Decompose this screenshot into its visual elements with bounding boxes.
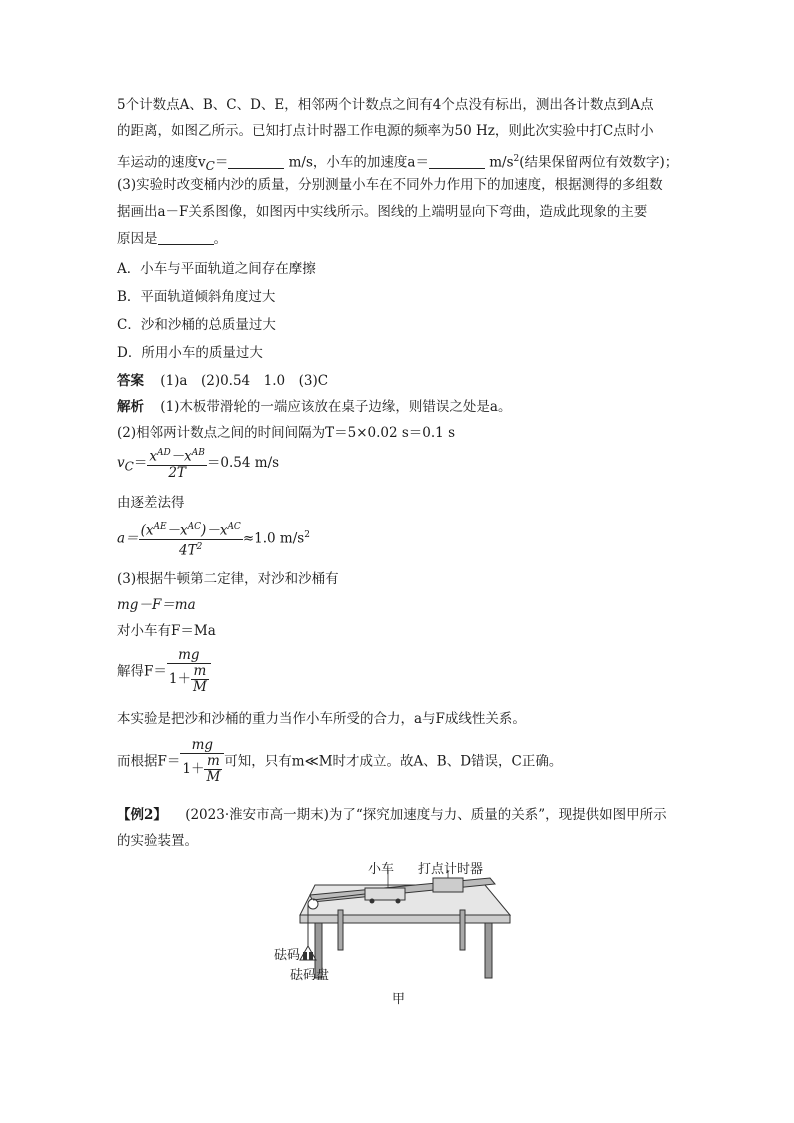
pulley (308, 899, 318, 909)
vc-rhs: ＝0.54 m/s (206, 454, 280, 471)
q6-end: 。 (213, 231, 227, 247)
q6-text: 原因是 (117, 231, 158, 247)
q3-velocity-text: 车运动的速度v (117, 154, 206, 171)
label-car: 小车 (368, 861, 395, 876)
a-den: 4T (179, 542, 197, 558)
vc-num-sup1: AD (156, 448, 171, 458)
answer-text: (1)a (2)0.54 1.0 (3)C (160, 373, 329, 389)
example-line-2: 的实验装置。 (117, 833, 198, 849)
table-edge (300, 915, 510, 923)
formula-a (117, 520, 310, 558)
answer-blank-velocity[interactable] (228, 154, 284, 169)
a-num-sup3: AC (227, 522, 241, 532)
label-timer: 打点计时器 (418, 861, 484, 876)
vc-fraction (147, 446, 207, 481)
weight-block (303, 952, 307, 960)
cart-wheel (396, 899, 401, 904)
weight-pan (300, 946, 316, 960)
a-fraction (139, 520, 243, 558)
option-d[interactable]: D．所用小车的质量过大 (117, 345, 263, 361)
analysis-line-1 (117, 394, 511, 420)
a-num-1: (x (140, 522, 154, 539)
a-num-sup2: AC (187, 522, 202, 532)
vc-num-sup2: AB (191, 448, 205, 458)
figure-caption: 甲 (392, 991, 406, 1006)
analysis-label: 解析 (117, 399, 144, 415)
f-inner-den: M (192, 679, 207, 695)
question-line-2: 的距离，如图乙所示。已知打点计时器工作电源的频率为50 Hz，则此次实验中打C点时小 (117, 123, 654, 139)
c2-fraction: mg 1＋ $\frac{m}{M}$ (180, 738, 224, 785)
example-text-1: (2023·淮安市高一期末)为了“探究加速度与力、质量的关系”，现提供如图甲所示 (185, 807, 667, 823)
option-b[interactable]: B．平面轨道倾斜角度过大 (117, 289, 276, 305)
vc-lhs: v (117, 454, 125, 471)
table-leg (460, 910, 465, 950)
a-den-sup: 2 (196, 541, 203, 552)
newton-line-2: mg－F＝ma (117, 597, 196, 613)
q3-unit-exp: 2 (513, 154, 520, 164)
q3-eq: ＝ (214, 154, 229, 171)
c2-lhs: 而根据F＝ (117, 753, 181, 770)
question-line-1: 5个计数点A、B、C、D、E，相邻两个计数点之间有4个点没有标出，测出各计数点到A点 (117, 97, 654, 113)
vc-den: 2T (168, 464, 186, 481)
option-c[interactable]: C．沙和沙桶的总质量过大 (117, 317, 276, 333)
timer (433, 878, 463, 892)
vc-sub: C (124, 459, 134, 474)
a-num-3: )－x (201, 522, 228, 539)
answer-blank-acceleration[interactable] (429, 154, 485, 169)
q3-note: (结果保留两位有效数字)； (519, 154, 679, 171)
a-lhs: a＝ (117, 530, 139, 547)
vc-num-minus: －x (170, 448, 192, 465)
example-line-1 (117, 802, 667, 828)
f-num: mg (167, 648, 211, 664)
conclusion-line-2 (117, 738, 562, 785)
c2-rhs: 可知，只有m≪M时才成立。故A、B、D错误，C正确。 (224, 753, 563, 770)
f-inner-num: m (191, 664, 209, 680)
label-weight: 砝码 (274, 947, 301, 962)
a-num-2: －x (166, 522, 188, 539)
cart-wheel (370, 899, 375, 904)
q3-accel-text: m/s，小车的加速度a＝ (288, 154, 429, 171)
newton-line-3: 对小车有F＝Ma (117, 623, 216, 639)
formula-f (117, 648, 211, 695)
question-line-6 (117, 226, 227, 252)
example-label: 【例2】 (117, 807, 167, 823)
table-leg (485, 923, 492, 978)
option-a[interactable]: A．小车与平面轨道之间存在摩擦 (117, 261, 316, 277)
answer-label: 答案 (117, 373, 144, 389)
f-den-1: 1＋ (168, 671, 191, 687)
vc-num-x: x (149, 448, 157, 465)
analysis-text-1: (1)木板带滑轮的一端应该放在桌子边缘，则错误之处是a。 (160, 399, 512, 415)
answer-line (117, 368, 328, 394)
a-num-sup1: AE (153, 522, 167, 532)
question-line-5: 据画出a－F关系图像，如图丙中实线所示。图线的上端明显向下弯曲，造成此现象的主要 (117, 204, 648, 220)
question-line-4: (3)实验时改变桶内沙的质量，分别测量小车在不同外力作用下的加速度，根据测得的多组数 (117, 177, 663, 193)
table-leg (338, 910, 343, 950)
q3-unit: m/s (489, 154, 514, 171)
label-pan: 砝码盘 (290, 967, 330, 982)
f-fraction (167, 648, 211, 695)
conclusion-line-1: 本实验是把沙和沙桶的重力当作小车所受的合力，a与F成线性关系。 (117, 711, 526, 727)
weight-block (309, 952, 313, 960)
formula-vc: $v_C=$ $\frac{x^{AD}-x^{AB}}{2T}$ ＝0.54 m/s (117, 448, 280, 481)
newton-line-1: (3)根据牛顿第二定律，对沙和沙桶有 (117, 571, 339, 587)
answer-blank-reason[interactable] (158, 230, 214, 245)
a-rhs-sup: 2 (304, 530, 310, 540)
method-line: 由逐差法得 (117, 495, 185, 511)
f-inner-fraction (191, 664, 209, 695)
q3-sub: C (205, 159, 215, 174)
a-rhs: ≈1.0 m/s (242, 530, 305, 547)
cart (365, 888, 405, 900)
apparatus-figure (275, 860, 515, 980)
analysis-line-2: (2)相邻两计数点之间的时间间隔为T＝5×0.02 s＝0.1 s (117, 425, 455, 441)
f-lhs: 解得F＝ (117, 663, 167, 680)
